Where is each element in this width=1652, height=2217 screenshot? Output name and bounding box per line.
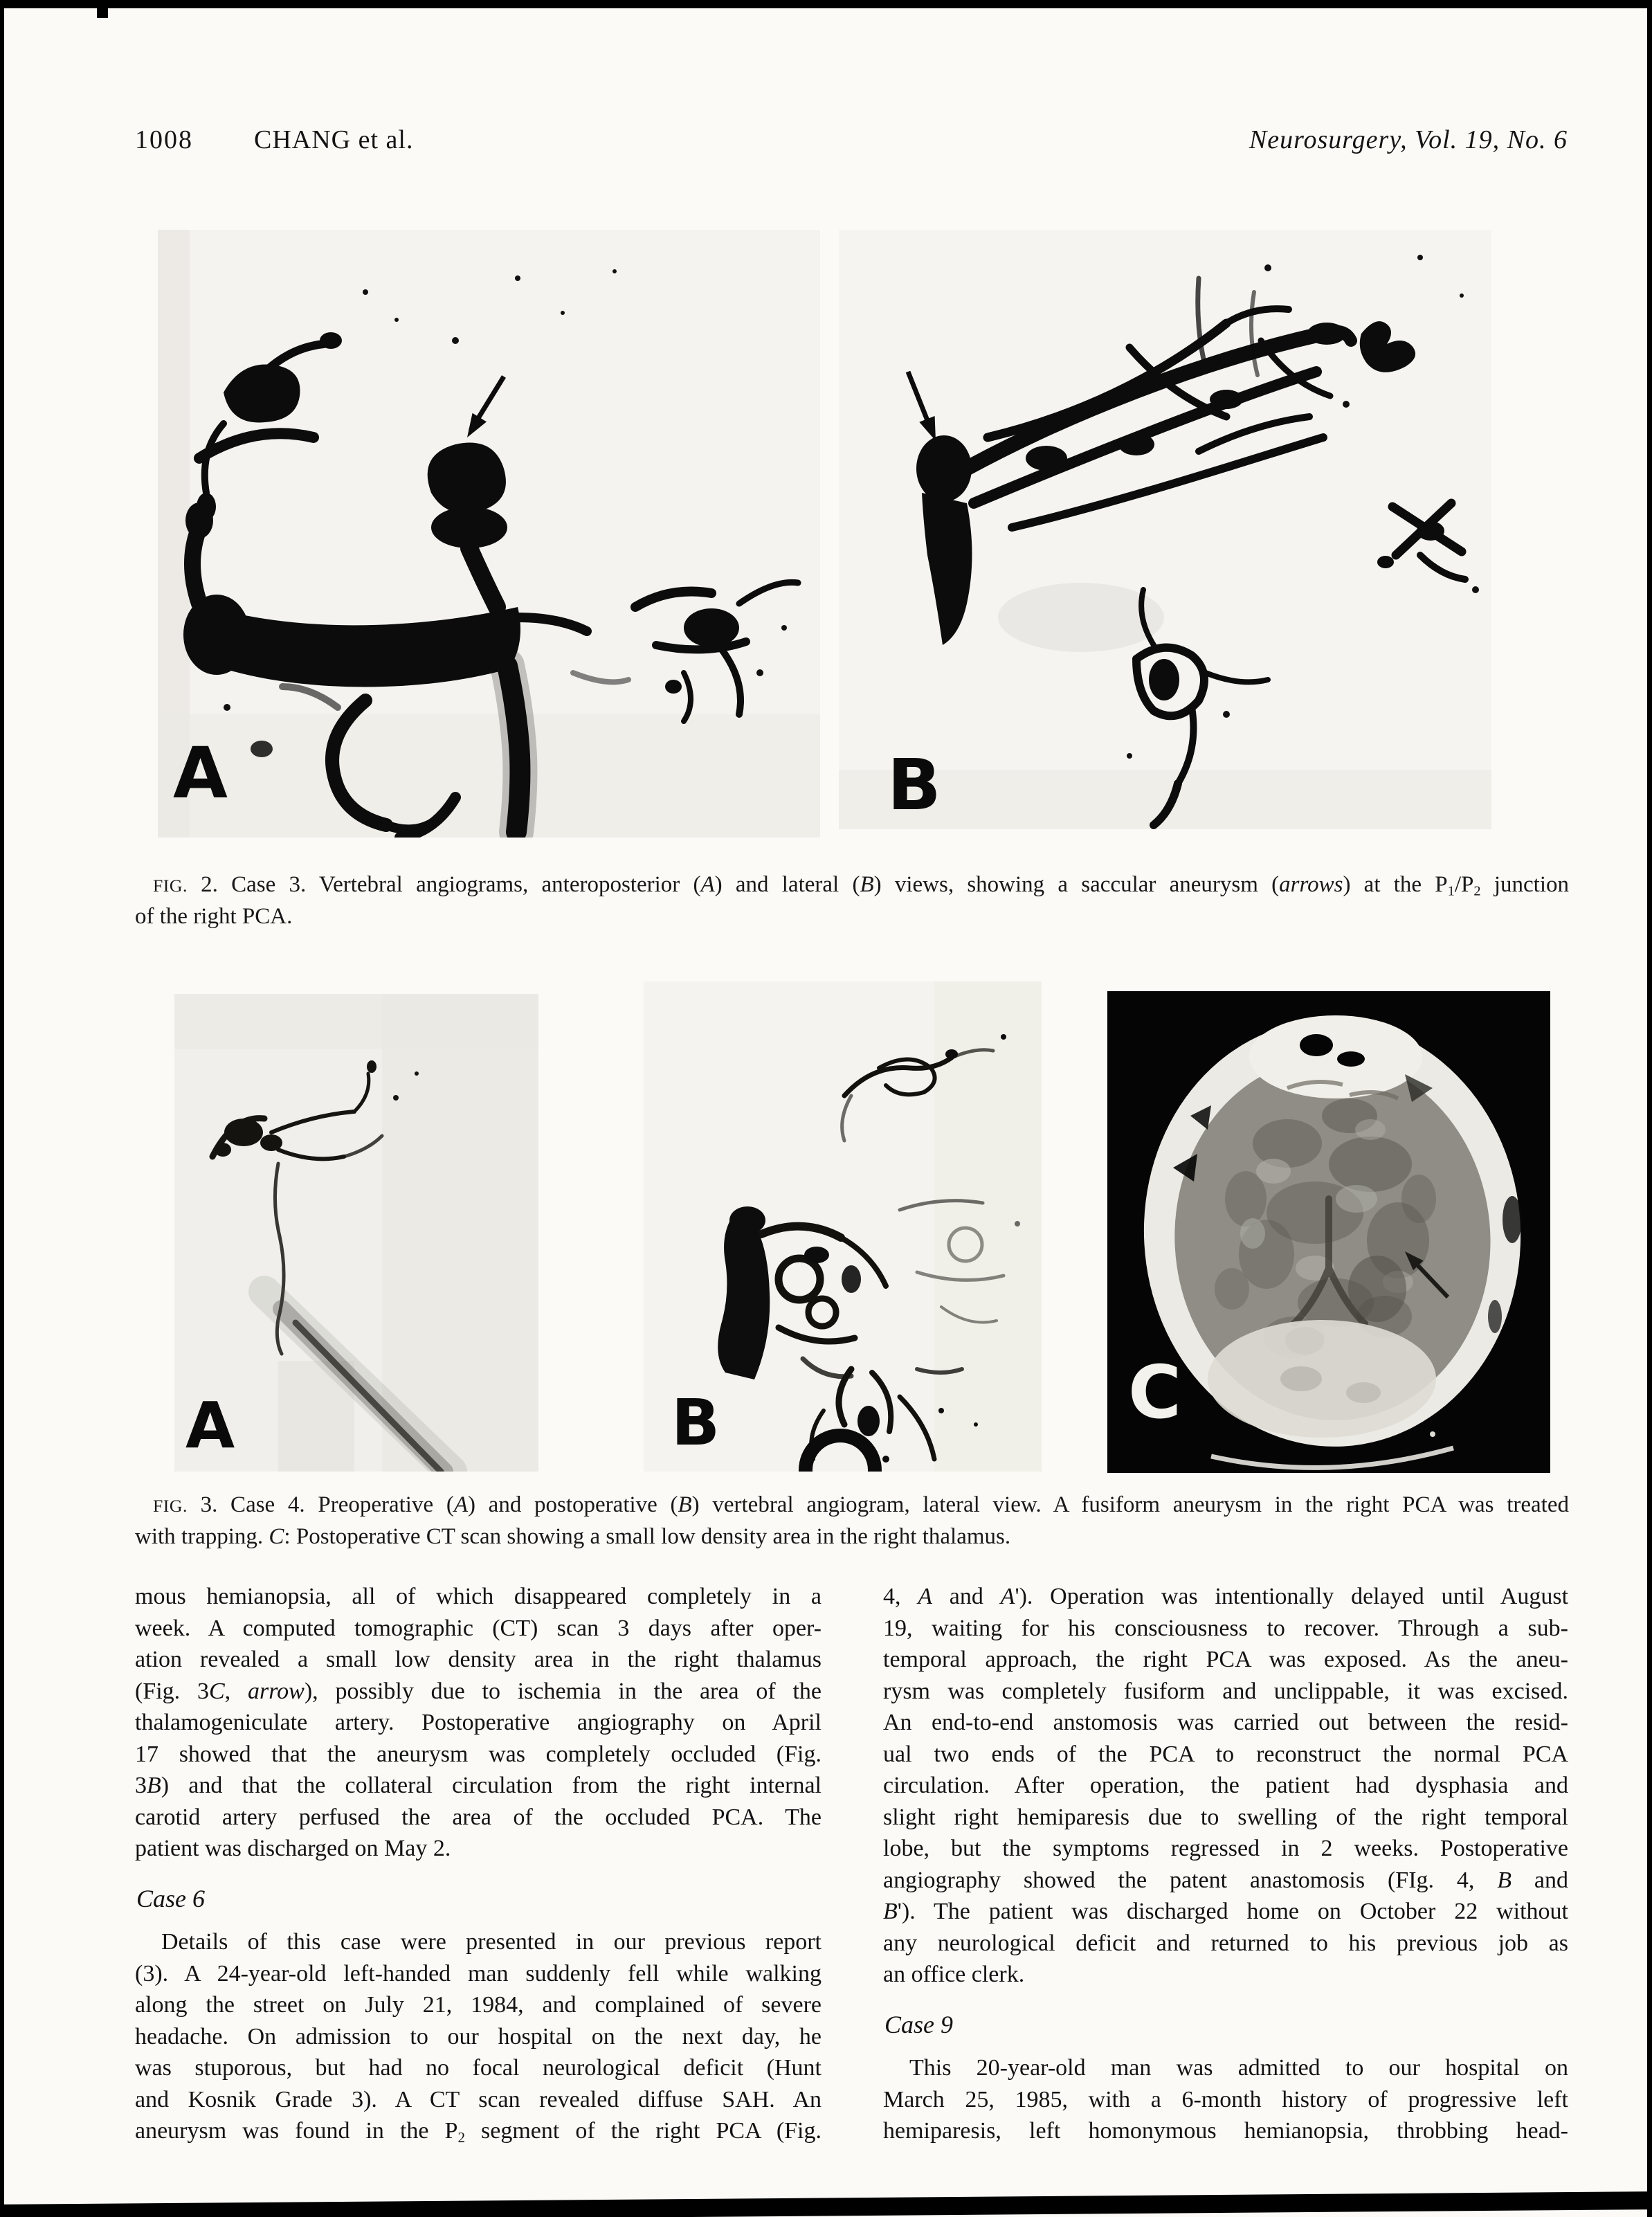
fig3-panel-b-label: B [671,1386,720,1460]
text-line: Details of this case were presented in our previous report [161,1929,822,1955]
fig2-panel-b [839,230,1491,829]
ct-low-density-area [1348,1256,1406,1322]
text-line: ual two ends of the PCA to reconstruct the normal PCA [883,1741,1568,1767]
page-border-top [0,0,1652,8]
text-line: hemiparesis, left homonymous hemianopsia, throbbing head- [883,2118,1568,2144]
body-column-right [883,1581,1568,2147]
text-line: B'). The patient was discharged home on October 22 without [883,1899,1568,1924]
ct-speck [1430,1431,1435,1437]
paragraph [135,1581,822,1865]
text-line: 17 showed that the aneurysm was completely occluded (Fig. [135,1741,822,1767]
text-line: any neurological deficit and returned to his previous job as [883,1930,1568,1956]
case-heading: Case 6 [136,1884,205,1912]
fig2-panel-b-angiogram [839,230,1491,829]
text-line: and Kosnik Grade 3). A CT scan revealed diffuse SAH. An [135,2086,822,2112]
paragraph [135,1926,822,2147]
text-line: thalamogeniculate artery. Postoperative angiography on April [135,1710,822,1735]
fig3-panel-a-label: A [185,1388,235,1463]
text-line: (Fig. 3C, arrow), possibly due to ischemia in the area of the [135,1678,822,1704]
text-line: 3B) and that the collateral circulation from the right internal [135,1773,822,1798]
authors: CHANG et al. [254,125,414,154]
fig3-panel-c-label: C [1128,1350,1182,1435]
text-line: along the street on July 21, 1984, and complained of severe [135,1992,822,2018]
body-column-left [135,1581,822,2147]
fig2-panel-a [158,230,820,838]
text-line: carotid artery perfused the area of the occluded PCA. The [135,1804,822,1830]
case-heading: Case 9 [884,2010,953,2038]
text-line: 19, waiting for his consciousness to recover. Through a sub- [883,1615,1568,1641]
text-line: headache. On admission to our hospital on the next day, he [135,2023,822,2049]
text-line: circulation. After operation, the patient had dysphasia and [883,1773,1568,1798]
fig2-panel-b-label: B [887,744,941,826]
text-line: temporal approach, the right PCA was exposed. As the aneu- [883,1647,1568,1672]
text-line: aneurysm was found in the $P_2$ segment of the right PCA (Fig. [135,2118,822,2146]
text-line: lobe, but the symptoms regressed in 2 weeks. Postoperative [883,1836,1568,1861]
fig3-panel-c [1107,991,1550,1473]
caption-line: FIG. 3. Case 4. Preoperative (A) and postoperative (B) vertebral angiogram, lateral view. A fusiform aneurysm in the right PCA was treated [153,1492,1569,1517]
caption-line: of the right PCA. [135,904,293,929]
paragraph [883,1581,1568,1991]
text-line: an office clerk. [883,1962,1025,1987]
page-border-left [0,0,4,2217]
text-line: (3). A 24-year-old left-handed man suddenly fell while walking [135,1960,822,1987]
fig3-panel-a [174,994,538,1472]
journal-title: Neurosurgery, Vol. 19, No. 6 [1249,125,1568,154]
scan-artifact [97,7,108,18]
page-border-bottom [0,2191,1652,2217]
paragraph [883,2052,1568,2147]
text-line: March 25, 1985, with a 6-month history of progressive left [883,2086,1568,2112]
caption-line: FIG. 2. Case 3. Vertebral angiograms, anteroposterior (A) and lateral (B) views, showing a saccular aneurysm (arrows) at the $P_1/P_2$ junction [153,872,1569,899]
text-line: angiography showed the patent anastomosis (FIg. 4, B and [883,1867,1568,1893]
text-line: week. A computed tomographic (CT) scan 3 days after oper- [135,1615,822,1641]
text-line: mous hemianopsia, all of which disappeared completely in a [135,1584,822,1609]
fig2-panel-a-angiogram [158,230,820,838]
text-line: patient was discharged on May 2. [135,1836,451,1861]
fig2-panel-a-label: A [173,732,228,815]
caption-line: with trapping. C: Postoperative CT scan showing a small low density area in the right thalamus. [135,1524,1011,1549]
page-number: 1008 [135,125,193,154]
text-line: An end-to-end anstomosis was carried out between the resid- [883,1710,1568,1735]
text-line: rysm was completely fusiform and unclippable, it was excised. [883,1678,1568,1704]
text-line: ation revealed a small low density area in the right thalamus [135,1647,822,1672]
running-head-left [135,125,413,155]
page-border-right [1647,0,1652,2217]
fig2-caption [135,869,1569,932]
text-line: This 20-year-old man was admitted to our hospital on [909,2055,1568,2081]
text-line: slight right hemiparesis due to swelling of the right temporal [883,1804,1568,1830]
fig3-caption [135,1490,1569,1553]
text-line: 4, A and A'). Operation was intentionally delayed until August [883,1584,1569,1609]
text-line: was stuporous, but had no focal neurological deficit (Hunt [135,2055,822,2081]
fig3-panel-b [644,981,1042,1472]
